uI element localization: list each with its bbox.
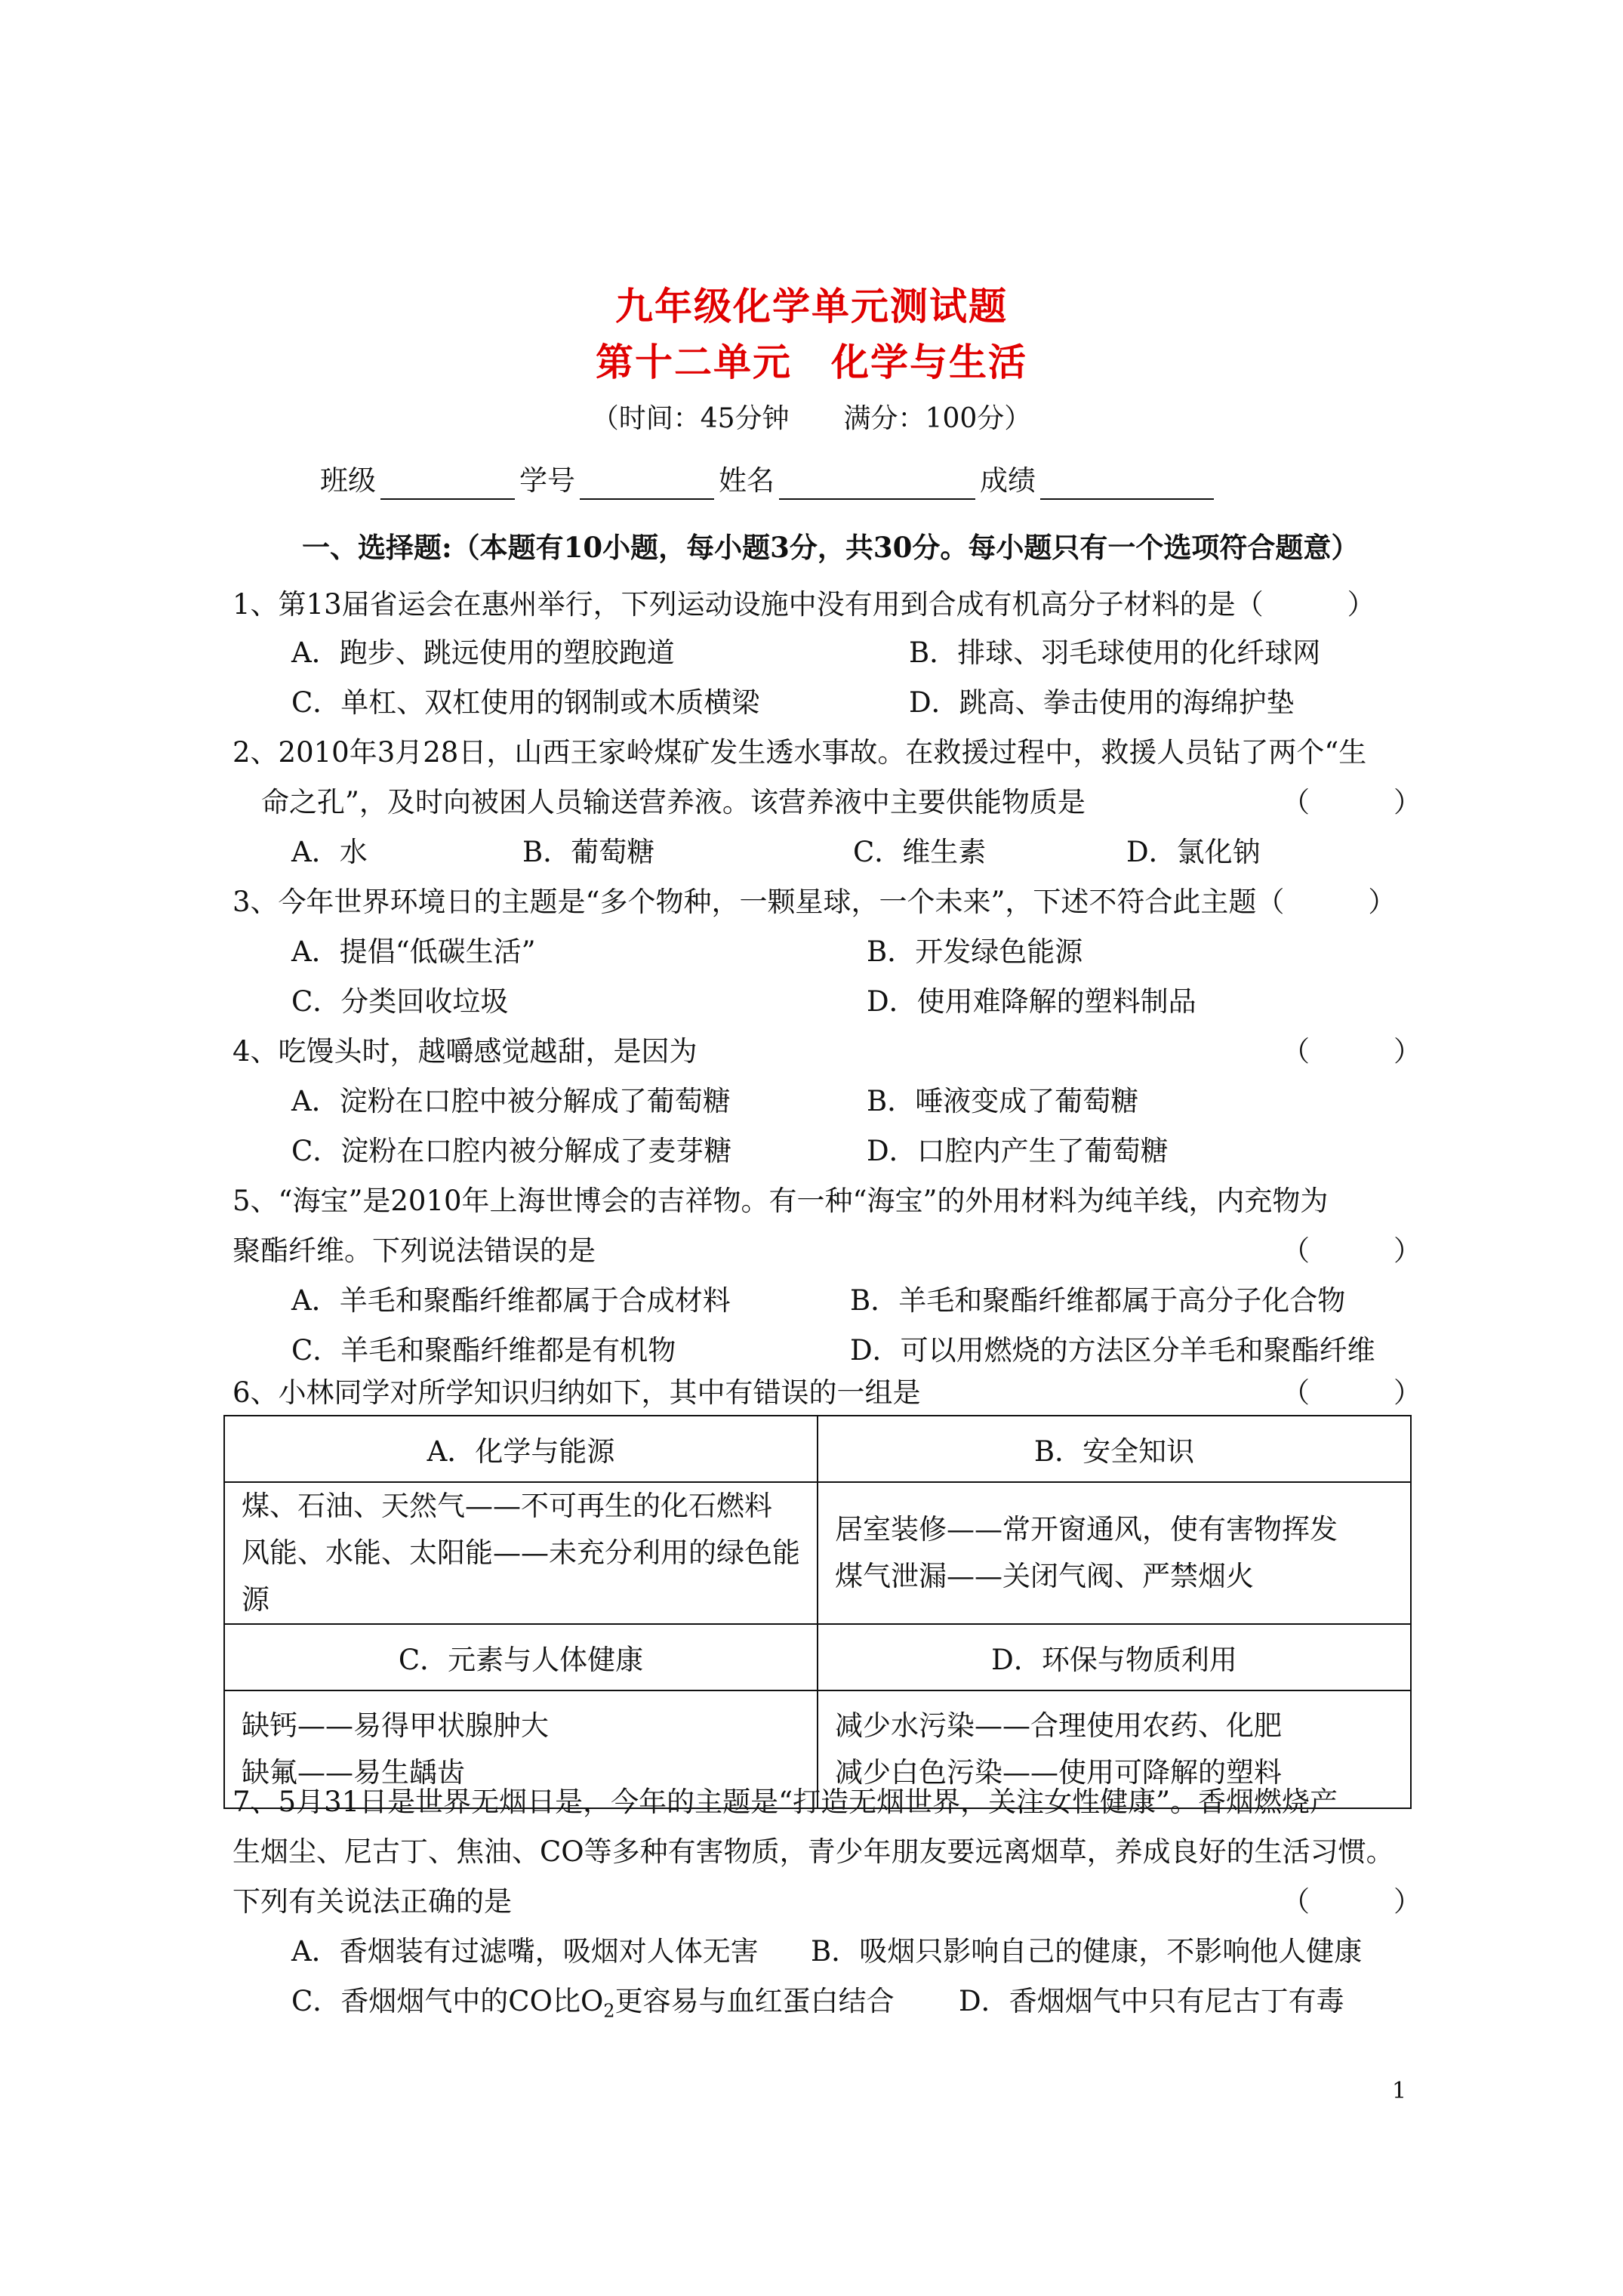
question-7-option-b: B．吸烟只影响自己的健康，不影响他人健康 (811, 1935, 1363, 1968)
time-score-note: （时间：45分钟 满分：100分） (591, 403, 1032, 434)
student-info-row (320, 462, 1218, 500)
question-2-stem-line2: 命之孔”，及时向被困人员输送营养液。该营养液中主要供能物质是 (261, 786, 1086, 818)
table-c-line2: 缺氟——易生龋齿 (242, 1756, 465, 1789)
page-number: 1 (1392, 2078, 1407, 2104)
question-7-stem-line3: 下列有关说法正确的是 (233, 1885, 512, 1918)
question-5-answer-paren: （ ） (1282, 1234, 1421, 1267)
table-b-line1: 居室装修——常开窗通风，使有害物挥发 (835, 1513, 1338, 1546)
table-cell-a-head: A．化学与能源 (224, 1416, 818, 1482)
question-3-option-b: B．开发绿色能源 (867, 935, 1083, 968)
exam-subtitle: 第十二单元 化学与生活 (596, 340, 1027, 384)
question-4-answer-paren: （ ） (1282, 1035, 1421, 1068)
question-4-option-a: A．淀粉在口腔中被分解成了葡萄糖 (291, 1085, 731, 1117)
exam-title: 九年级化学单元测试题 (615, 284, 1008, 328)
knowledge-summary-table (223, 1415, 1412, 1809)
table-cell-b-head: B．安全知识 (818, 1416, 1411, 1482)
class-blank (380, 468, 515, 500)
question-6-stem: 6、小林同学对所学知识归纳如下，其中有错误的一组是 (233, 1376, 921, 1409)
question-2-answer-paren: （ ） (1282, 786, 1421, 818)
section-heading: 一、选择题:（本题有10小题，每小题3分，共30分。每小题只有一个选项符合题意） (302, 531, 1360, 564)
name-label: 姓名 (719, 464, 775, 497)
question-7-answer-paren: （ ） (1282, 1885, 1421, 1918)
question-2-stem-line1: 2、2010年3月28日，山西王家岭煤矿发生透水事故。在救援过程中，救援人员钻了两个“生 (233, 736, 1367, 769)
question-7-stem-line1: 7、5月31日是世界无烟日是，今年的主题是“打造无烟世界，关注女性健康”。香烟燃烧产 (233, 1786, 1338, 1818)
question-2-option-d: D．氯化钠 (1126, 836, 1261, 868)
table-b-line2: 煤气泄漏——关闭气阀、严禁烟火 (835, 1560, 1254, 1592)
class-label: 班级 (320, 464, 376, 497)
question-4-option-b: B．唾液变成了葡萄糖 (867, 1085, 1139, 1117)
score-label: 成绩 (980, 464, 1036, 497)
question-5-option-d: D．可以用燃烧的方法区分羊毛和聚酯纤维 (850, 1334, 1375, 1367)
question-7-option-d: D．香烟烟气中只有尼古丁有毒 (959, 1985, 1344, 2017)
table-cell-b-body (818, 1482, 1411, 1624)
table-cell-c-head: C．元素与人体健康 (224, 1624, 818, 1690)
question-5-option-c: C．羊毛和聚酯纤维都是有机物 (291, 1334, 676, 1367)
table-a-line1: 煤、石油、天然气——不可再生的化石燃料 (242, 1490, 772, 1522)
question-2-option-b: B．葡萄糖 (522, 836, 655, 868)
question-5-stem-line2: 聚酯纤维。下列说法错误的是 (233, 1234, 596, 1267)
question-5-option-a: A．羊毛和聚酯纤维都属于合成材料 (291, 1284, 731, 1317)
question-5-option-b: B．羊毛和聚酯纤维都属于高分子化合物 (850, 1284, 1346, 1317)
table-cell-a-body (224, 1482, 818, 1624)
question-7-option-c-post: 更容易与血红蛋白结合 (614, 1985, 895, 2017)
question-7-option-c-pre: C．香烟烟气中的CO比O (291, 1985, 604, 2017)
table-d-line2: 减少白色污染——使用可降解的塑料 (835, 1756, 1282, 1789)
table-d-line1: 减少水污染——合理使用农药、化肥 (835, 1709, 1282, 1742)
question-1-option-d: D．跳高、拳击使用的海绵护垫 (909, 686, 1295, 719)
name-blank (779, 468, 975, 500)
question-3-option-a: A．提倡“低碳生活” (291, 935, 536, 968)
question-6-answer-paren: （ ） (1282, 1376, 1421, 1409)
question-7-option-c-subscript: 2 (603, 2000, 615, 2022)
question-3-option-c: C．分类回收垃圾 (291, 985, 509, 1018)
question-4-option-d: D．口腔内产生了葡萄糖 (867, 1135, 1169, 1167)
table-cell-d-head: D．环保与物质利用 (818, 1624, 1411, 1690)
question-7-option-c (291, 1983, 895, 2029)
question-1-option-b: B．排球、羽毛球使用的化纤球网 (909, 636, 1321, 669)
table-a-line2: 风能、水能、太阳能——未充分利用的绿色能源 (242, 1536, 800, 1616)
question-7-stem-line2: 生烟尘、尼古丁、焦油、CO等多种有害物质，青少年朋友要远离烟草，养成良好的生活习惯。 (233, 1835, 1394, 1868)
question-5-stem-line1: 5、“海宝”是2010年上海世博会的吉祥物。有一种“海宝”的外用材料为纯羊线，内充物为 (233, 1185, 1329, 1217)
question-1-stem: 1、第13届省运会在惠州举行，下列运动设施中没有用到合成有机高分子材料的是（ ） (233, 588, 1375, 621)
table-c-line1: 缺钙——易得甲状腺肿大 (242, 1709, 549, 1742)
score-blank (1040, 468, 1214, 500)
question-4-option-c: C．淀粉在口腔内被分解成了麦芽糖 (291, 1135, 732, 1167)
question-1-option-a: A．跑步、跳远使用的塑胶跑道 (291, 636, 675, 669)
question-3-stem: 3、今年世界环境日的主题是“多个物种，一颗星球，一个未来”，下述不符合此主题（ ） (233, 886, 1397, 918)
question-4-stem: 4、吃馒头时，越嚼感觉越甜，是因为 (233, 1035, 698, 1068)
student-id-label: 学号 (519, 464, 575, 497)
question-2-option-c: C．维生素 (853, 836, 987, 868)
question-2-option-a: A．水 (291, 836, 368, 868)
student-id-blank (580, 468, 714, 500)
question-1-option-c: C．单杠、双杠使用的钢制或木质横梁 (291, 686, 760, 719)
question-3-option-d: D．使用难降解的塑料制品 (867, 985, 1196, 1018)
question-7-option-a: A．香烟装有过滤嘴，吸烟对人体无害 (291, 1935, 759, 1968)
